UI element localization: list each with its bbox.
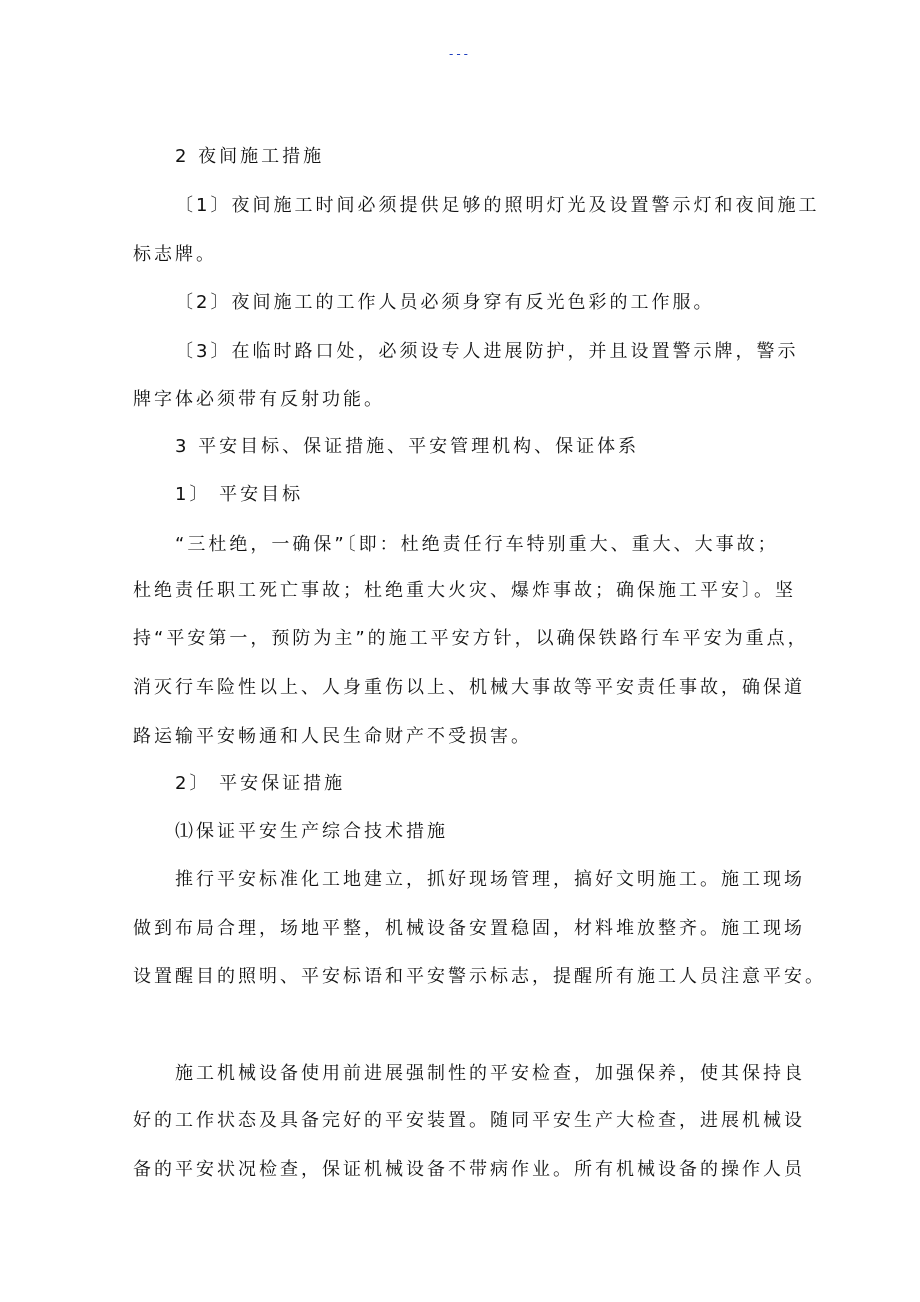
paragraph-line: 杜绝责任职工死亡事故；杜绝重大火灾、爆炸事故；确保施工平安〕。坚: [133, 580, 796, 601]
paragraph-line: 牌字体必须带有反射功能。: [133, 389, 385, 410]
paragraph-line: 设置醒目的照明、平安标语和平安警示标志，提醒所有施工人员注意平安。: [133, 966, 826, 987]
paragraph-line: 持“平安第一，预防为主”的施工平安方针，以确保铁路行车平安为重点，: [133, 628, 809, 649]
paragraph-line: 〔2〕夜间施工的工作人员必须身穿有反光色彩的工作服。: [175, 292, 715, 313]
page-header-mark: ---: [449, 47, 471, 61]
subsection-heading-technical-measures: ⑴保证平安生产综合技术措施: [175, 821, 448, 842]
subsection-heading-safety-target: 1〕 平安目标: [175, 484, 304, 505]
paragraph-line: 好的工作状态及具备完好的平安装置。随同平安生产大检查，进展机械设: [133, 1110, 805, 1131]
paragraph-line: 〔1〕夜间施工时间必须提供足够的照明灯光及设置警示灯和夜间施工: [175, 195, 820, 216]
paragraph-line: “三杜绝，一确保”〔即：杜绝责任行车特别重大、重大、大事故；: [175, 534, 779, 555]
section-heading-night-construction: 2 夜间施工措施: [175, 146, 325, 167]
paragraph-line: 备的平安状况检查，保证机械设备不带病作业。所有机械设备的操作人员: [133, 1159, 805, 1180]
paragraph-line: 消灭行车险性以上、人身重伤以上、机械大事故等平安责任事故，确保道: [133, 677, 805, 698]
paragraph-line: 〔3〕在临时路口处，必须设专人进展防护，并且设置警示牌，警示: [175, 341, 799, 362]
section-heading-safety-targets: 3 平安目标、保证措施、平安管理机构、保证体系: [175, 436, 640, 457]
paragraph-line: 标志牌。: [133, 244, 217, 265]
subsection-heading-safety-measures: 2〕 平安保证措施: [175, 773, 346, 794]
paragraph-line: 施工机械设备使用前进展强制性的平安检查，加强保养，使其保持良: [175, 1063, 805, 1084]
paragraph-line: 路运输平安畅通和人民生命财产不受损害。: [133, 726, 532, 747]
paragraph-line: 推行平安标准化工地建立，抓好现场管理，搞好文明施工。施工现场: [175, 869, 805, 890]
paragraph-line: 做到布局合理，场地平整，机械设备安置稳固，材料堆放整齐。施工现场: [133, 918, 805, 939]
